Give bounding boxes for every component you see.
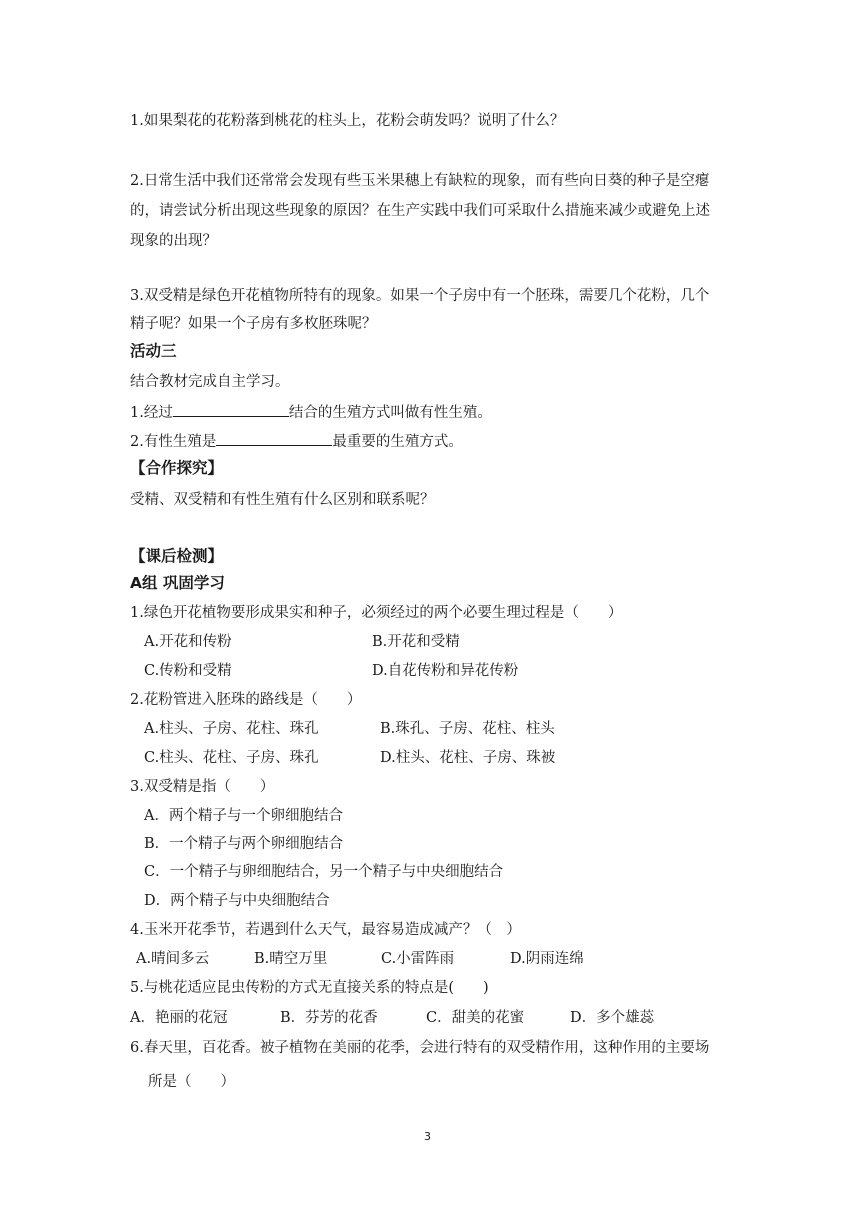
mc-question-3-option-c[interactable]: C．一个精子与卵细胞结合，另一个精子与中央细胞结合 (144, 864, 504, 880)
fill-blank-2-suffix: 最重要的生殖方式。 (332, 434, 463, 450)
mc-question-4-option-b[interactable]: B.晴空万里 (254, 951, 328, 967)
cooperation-heading: 【合作探究】 (130, 459, 224, 477)
mc-question-4-stem: 4.玉米开花季节，若遇到什么天气，最容易造成减产？（ ） (130, 922, 521, 938)
mc-question-1-option-b[interactable]: B.开花和受精 (372, 634, 460, 650)
mc-question-3-option-a[interactable]: A．两个精子与一个卵细胞结合 (144, 808, 343, 824)
mc-question-6-line-1: 6.春天里，百花香。被子植物在美丽的花季，会进行特有的双受精作用，这种作用的主要场 (130, 1040, 710, 1056)
activity-3-intro: 结合教材完成自主学习。 (130, 374, 290, 390)
mc-question-2-option-b[interactable]: B.珠孔、子房、花柱、柱头 (380, 721, 555, 737)
cooperation-question: 受精、双受精和有性生殖有什么区别和联系呢？ (130, 492, 435, 508)
mc-question-4-option-a[interactable]: A.晴间多云 (136, 951, 210, 967)
mc-question-5-option-c[interactable]: C．甜美的花蜜 (426, 1010, 525, 1026)
after-class-heading: 【课后检测】 (130, 547, 224, 565)
mc-question-5-stem: 5.与桃花适应昆虫传粉的方式无直接关系的特点是( ) (130, 980, 489, 996)
answer-blank-1[interactable] (173, 402, 289, 417)
mc-question-2-option-d[interactable]: D.柱头、花柱、子房、珠被 (380, 750, 556, 766)
fill-blank-1-prefix: 1.经过 (130, 405, 173, 421)
mc-question-1-option-a[interactable]: A.开花和传粉 (144, 634, 232, 650)
page-number: 3 (424, 1130, 431, 1143)
mc-question-3-option-b[interactable]: B．一个精子与两个卵细胞结合 (144, 836, 344, 852)
fill-blank-1-suffix: 结合的生殖方式叫做有性生殖。 (288, 405, 492, 421)
fill-blank-2-prefix: 2.有性生殖是 (130, 434, 217, 450)
mc-question-6-line-2: 所是（ ） (148, 1074, 235, 1090)
mc-question-4-option-d[interactable]: D.阴雨连绵 (510, 951, 584, 967)
mc-question-1-option-c[interactable]: C.传粉和受精 (144, 663, 232, 679)
mc-question-5-option-b[interactable]: B．芬芳的花香 (280, 1010, 378, 1026)
mc-question-4-option-c[interactable]: C.小雷阵雨 (381, 951, 455, 967)
question-2-line-3: 现象的出现？ (130, 233, 217, 249)
mc-question-5-option-a[interactable]: A．艳丽的花冠 (130, 1010, 228, 1026)
question-2-line-1: 2.日常生活中我们还常常会发现有些玉米果穗上有缺粒的现象，而有些向日葵的种子是空瘪 (130, 173, 710, 189)
question-2-line-2: 的，请尝试分析出现这些现象的原因？在生产实践中我们可采取什么措施来减少或避免上述 (130, 203, 710, 219)
question-1-pollen: 1.如果梨花的花粉落到桃花的柱头上，花粉会萌发吗？说明了什么？ (130, 113, 565, 129)
mc-question-3-option-d[interactable]: D．两个精子与中央细胞结合 (144, 893, 330, 909)
mc-question-2-option-a[interactable]: A.柱头、子房、花柱、珠孔 (144, 721, 319, 737)
mc-question-5-option-d[interactable]: D．多个雄蕊 (570, 1010, 655, 1026)
mc-question-1-stem: 1.绿色开花植物要形成果实和种子，必须经过的两个必要生理过程是（ ） (130, 605, 623, 621)
question-3-line-2: 精子呢？如果一个子房有多枚胚珠呢？ (130, 316, 377, 332)
fill-blank-2 (130, 431, 463, 452)
activity-3-heading: 活动三 (130, 342, 177, 360)
mc-question-2-stem: 2.花粉管进入胚珠的路线是（ ） (130, 692, 362, 708)
question-3-line-1: 3.双受精是绿色开花植物所特有的现象。如果一个子房中有一个胚珠，需要几个花粉，几个 (130, 288, 710, 304)
group-a-heading: A组 巩固学习 (130, 574, 225, 592)
mc-question-3-stem: 3.双受精是指（ ） (130, 779, 275, 795)
mc-question-1-option-d[interactable]: D.自花传粉和异花传粉 (372, 663, 519, 679)
mc-question-2-option-c[interactable]: C.柱头、花柱、子房、珠孔 (144, 750, 319, 766)
answer-blank-2[interactable] (216, 431, 332, 446)
fill-blank-1 (130, 402, 492, 423)
